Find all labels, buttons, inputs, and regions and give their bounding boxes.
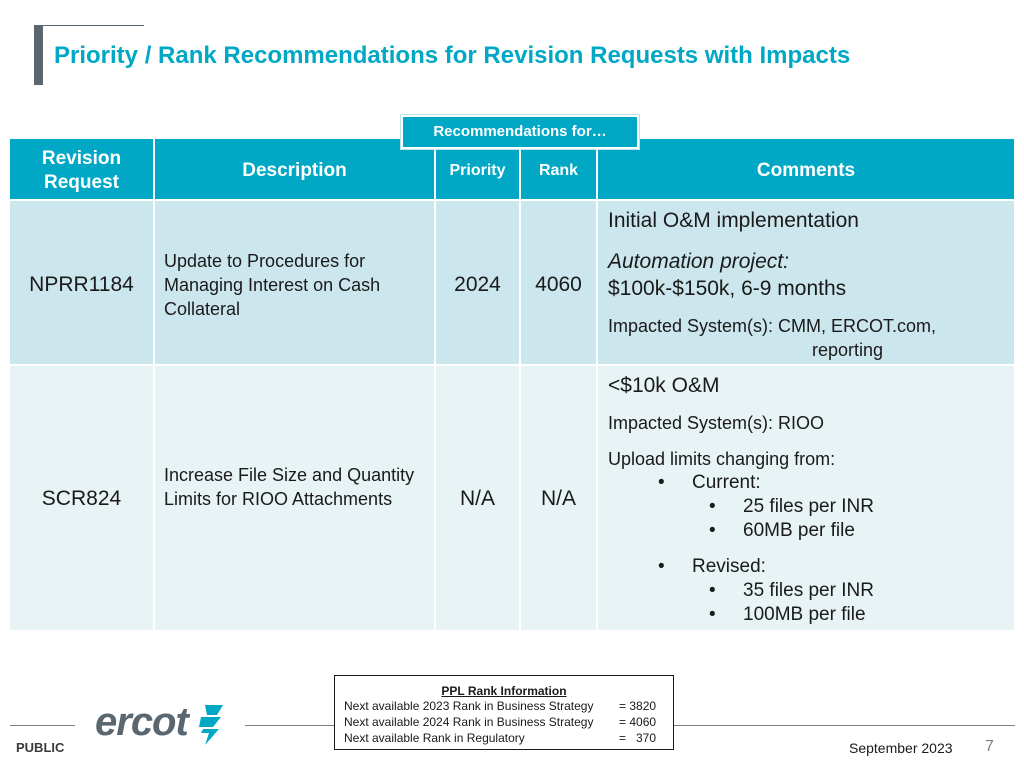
bullet-icon: •	[709, 496, 716, 517]
ppl-rank-info-box	[334, 675, 674, 750]
ppl-row-label: Next available Rank in Regulatory	[344, 731, 525, 745]
revision-request-id: NPRR1184	[29, 273, 134, 296]
comment-line: reporting	[812, 340, 884, 360]
classification-label: PUBLIC	[16, 740, 65, 755]
ercot-logo	[95, 700, 227, 748]
revised-item	[709, 604, 866, 626]
bullet-icon: •	[709, 604, 716, 625]
priority-value: N/A	[459, 487, 495, 510]
title-accent-bar	[34, 25, 43, 85]
table-row-2-comments	[598, 366, 1014, 630]
revised-label: Revised:	[692, 556, 766, 577]
header-revision-request	[10, 139, 153, 199]
ppl-box-title: PPL Rank Information	[441, 684, 567, 698]
table-row-1-comments	[598, 201, 1014, 364]
current-item	[709, 496, 874, 518]
recommendations-table	[10, 139, 1014, 630]
comment-line: $100k-$150k, 6-9 months	[608, 277, 847, 300]
bullet-icon: •	[658, 472, 665, 493]
bullet-icon: •	[709, 580, 716, 601]
row-divider	[10, 199, 1014, 201]
ppl-row-value: = 4060	[619, 715, 657, 729]
table-row-2-priority	[436, 366, 519, 630]
revised-item-text: 100MB per file	[743, 604, 866, 625]
revised-item	[709, 580, 874, 602]
bullet-icon: •	[709, 520, 716, 541]
comment-line-italic: Automation project:	[608, 250, 789, 273]
priority-value: 2024	[454, 273, 501, 296]
ppl-row-label: Next available 2023 Rank in Business Strategy	[344, 699, 594, 713]
table-row-2-description	[155, 366, 434, 630]
comment-line: <$10k O&M	[608, 374, 720, 397]
revision-request-id: SCR824	[41, 487, 122, 510]
table-row-2-revision	[10, 366, 153, 630]
revised-bullet	[658, 556, 766, 578]
recommendations-group-header: Recommendations for…	[401, 115, 639, 149]
current-bullet	[658, 472, 761, 494]
comment-line: Impacted System(s): RIOO	[608, 413, 825, 433]
header-comments	[598, 139, 1014, 199]
footer-divider	[10, 725, 75, 726]
page-number: 7	[985, 738, 994, 755]
table-row-2-rank	[521, 366, 596, 630]
header-rank-label: Rank	[538, 162, 579, 179]
rank-value: 4060	[535, 273, 582, 296]
rank-value: N/A	[540, 487, 576, 510]
current-label: Current:	[692, 472, 761, 493]
footer-date: September 2023	[849, 740, 953, 756]
current-item-text: 25 files per INR	[743, 496, 874, 517]
header-revision-request-label: Revision Request	[41, 148, 122, 193]
page-title: Priority / Rank Recommendations for Revision Requests with Impacts	[54, 42, 851, 69]
current-item-text: 60MB per file	[743, 520, 855, 541]
table-row-1-rank	[521, 201, 596, 364]
table-row-1-description	[155, 201, 434, 364]
header-comments-label: Comments	[756, 160, 856, 181]
table-row-1-priority	[436, 201, 519, 364]
header-priority-label: Priority	[449, 162, 506, 179]
ppl-row-value: = 370	[619, 731, 657, 745]
logo-wordmark: ercot	[95, 700, 188, 744]
ppl-row-value: = 3820	[619, 699, 657, 713]
description-text: Increase File Size and Quantity Limits for RIOO Attachments	[164, 465, 415, 509]
ppl-row-label: Next available 2024 Rank in Business Strategy	[344, 715, 594, 729]
comment-line: Upload limits changing from:	[608, 449, 836, 469]
table-row-1-revision	[10, 201, 153, 364]
title-accent-line	[43, 25, 144, 26]
header-description	[155, 139, 434, 199]
ercot-bolt-icon	[195, 703, 227, 747]
current-item	[709, 520, 855, 542]
description-text: Update to Procedures for Managing Interest on Cash Collateral	[164, 251, 381, 319]
row-divider	[10, 364, 1014, 366]
header-description-label: Description	[242, 160, 347, 181]
comment-line: Impacted System(s): CMM, ERCOT.com,	[608, 316, 937, 336]
comment-line: Initial O&M implementation	[608, 209, 859, 232]
bullet-icon: •	[658, 556, 665, 577]
revised-item-text: 35 files per INR	[743, 580, 874, 601]
